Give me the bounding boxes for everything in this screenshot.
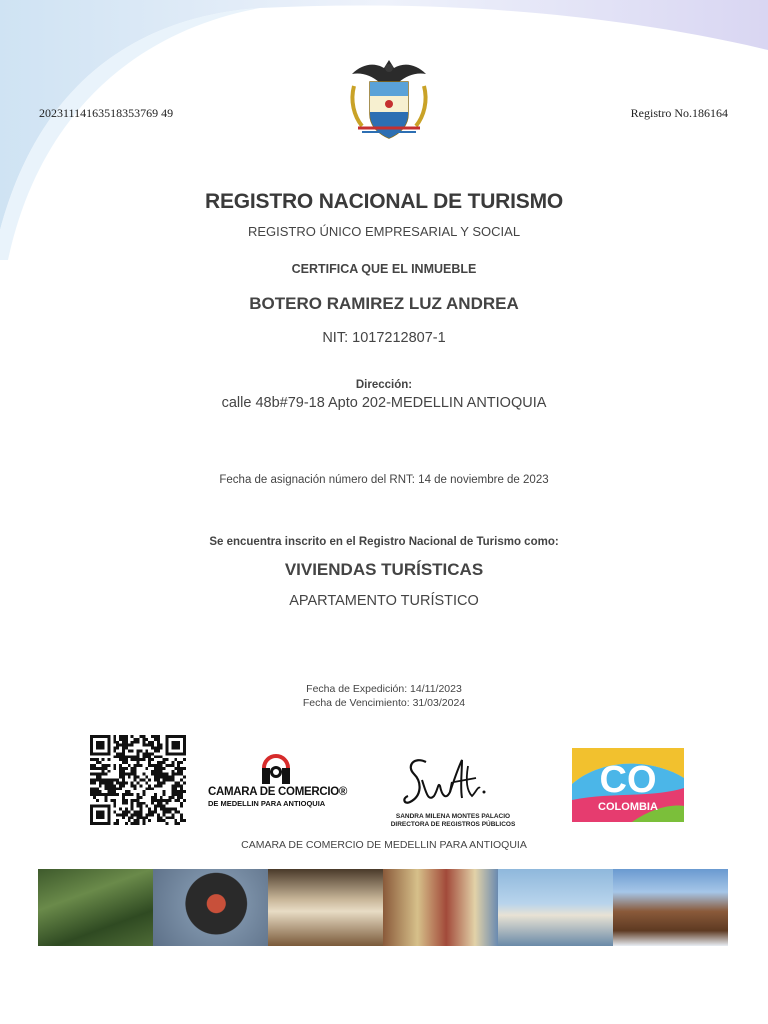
page-subtitle: REGISTRO ÚNICO EMPRESARIAL Y SOCIAL — [247, 224, 521, 239]
photo-strip — [38, 869, 728, 946]
inscrito-label: Se encuentra inscrito en el Registro Nacional de Turismo como: — [209, 536, 559, 548]
photo-church-waterfront — [498, 869, 613, 946]
fecha-expedicion: Fecha de Expedición: 14/11/2023 — [306, 683, 462, 695]
colombia-logo-big: CO — [599, 759, 657, 801]
photo-colonial-street — [383, 869, 498, 946]
photo-forest — [38, 869, 153, 946]
page-title: REGISTRO NACIONAL DE TURISMO — [204, 190, 564, 213]
certifica-text: CERTIFICA QUE EL INMUEBLE — [291, 262, 477, 276]
signature — [392, 752, 502, 814]
qr-code-icon[interactable] — [90, 735, 186, 825]
colombia-brand-logo — [572, 748, 684, 822]
photo-rock-mountain — [613, 869, 728, 946]
registro-number: Registro No.186164 — [630, 106, 728, 120]
signature-name: SANDRA MILENA MONTES PALACIO — [395, 813, 511, 820]
coat-of-arms-icon — [344, 56, 434, 144]
camara-logo-text: CAMARA DE COMERCIO® — [208, 786, 348, 798]
categoria: VIVIENDAS TURÍSTICAS — [284, 560, 484, 579]
footer-camara-text: CAMARA DE COMERCIO DE MEDELLIN PARA ANTIOQUIA — [241, 839, 527, 851]
subcategoria: APARTAMENTO TURÍSTICO — [289, 593, 479, 609]
photo-condor — [153, 869, 268, 946]
fecha-asignacion: Fecha de asignación número del RNT: 14 de noviembre de 2023 — [219, 474, 549, 486]
camara-de-comercio-logo — [208, 752, 353, 814]
owner-name: BOTERO RAMIREZ LUZ ANDREA — [249, 294, 519, 313]
photo-people — [268, 869, 383, 946]
colombia-logo-small: COLOMBIA — [598, 801, 658, 813]
direccion-value: calle 48b#79-18 Apto 202-MEDELLIN ANTIOQUIA — [221, 395, 547, 411]
nit-number: NIT: 1017212807-1 — [322, 330, 446, 346]
camara-logo-icon — [256, 752, 296, 786]
camara-logo-subtext: DE MEDELLIN PARA ANTIOQUIA — [208, 799, 326, 808]
direccion-label: Dirección: — [355, 379, 413, 391]
document-id: 20231114163518353769 49 — [39, 106, 174, 120]
fecha-vencimiento: Fecha de Vencimiento: 31/03/2024 — [302, 697, 466, 709]
signature-role: DIRECTORA DE REGISTROS PÚBLICOS — [390, 821, 516, 828]
